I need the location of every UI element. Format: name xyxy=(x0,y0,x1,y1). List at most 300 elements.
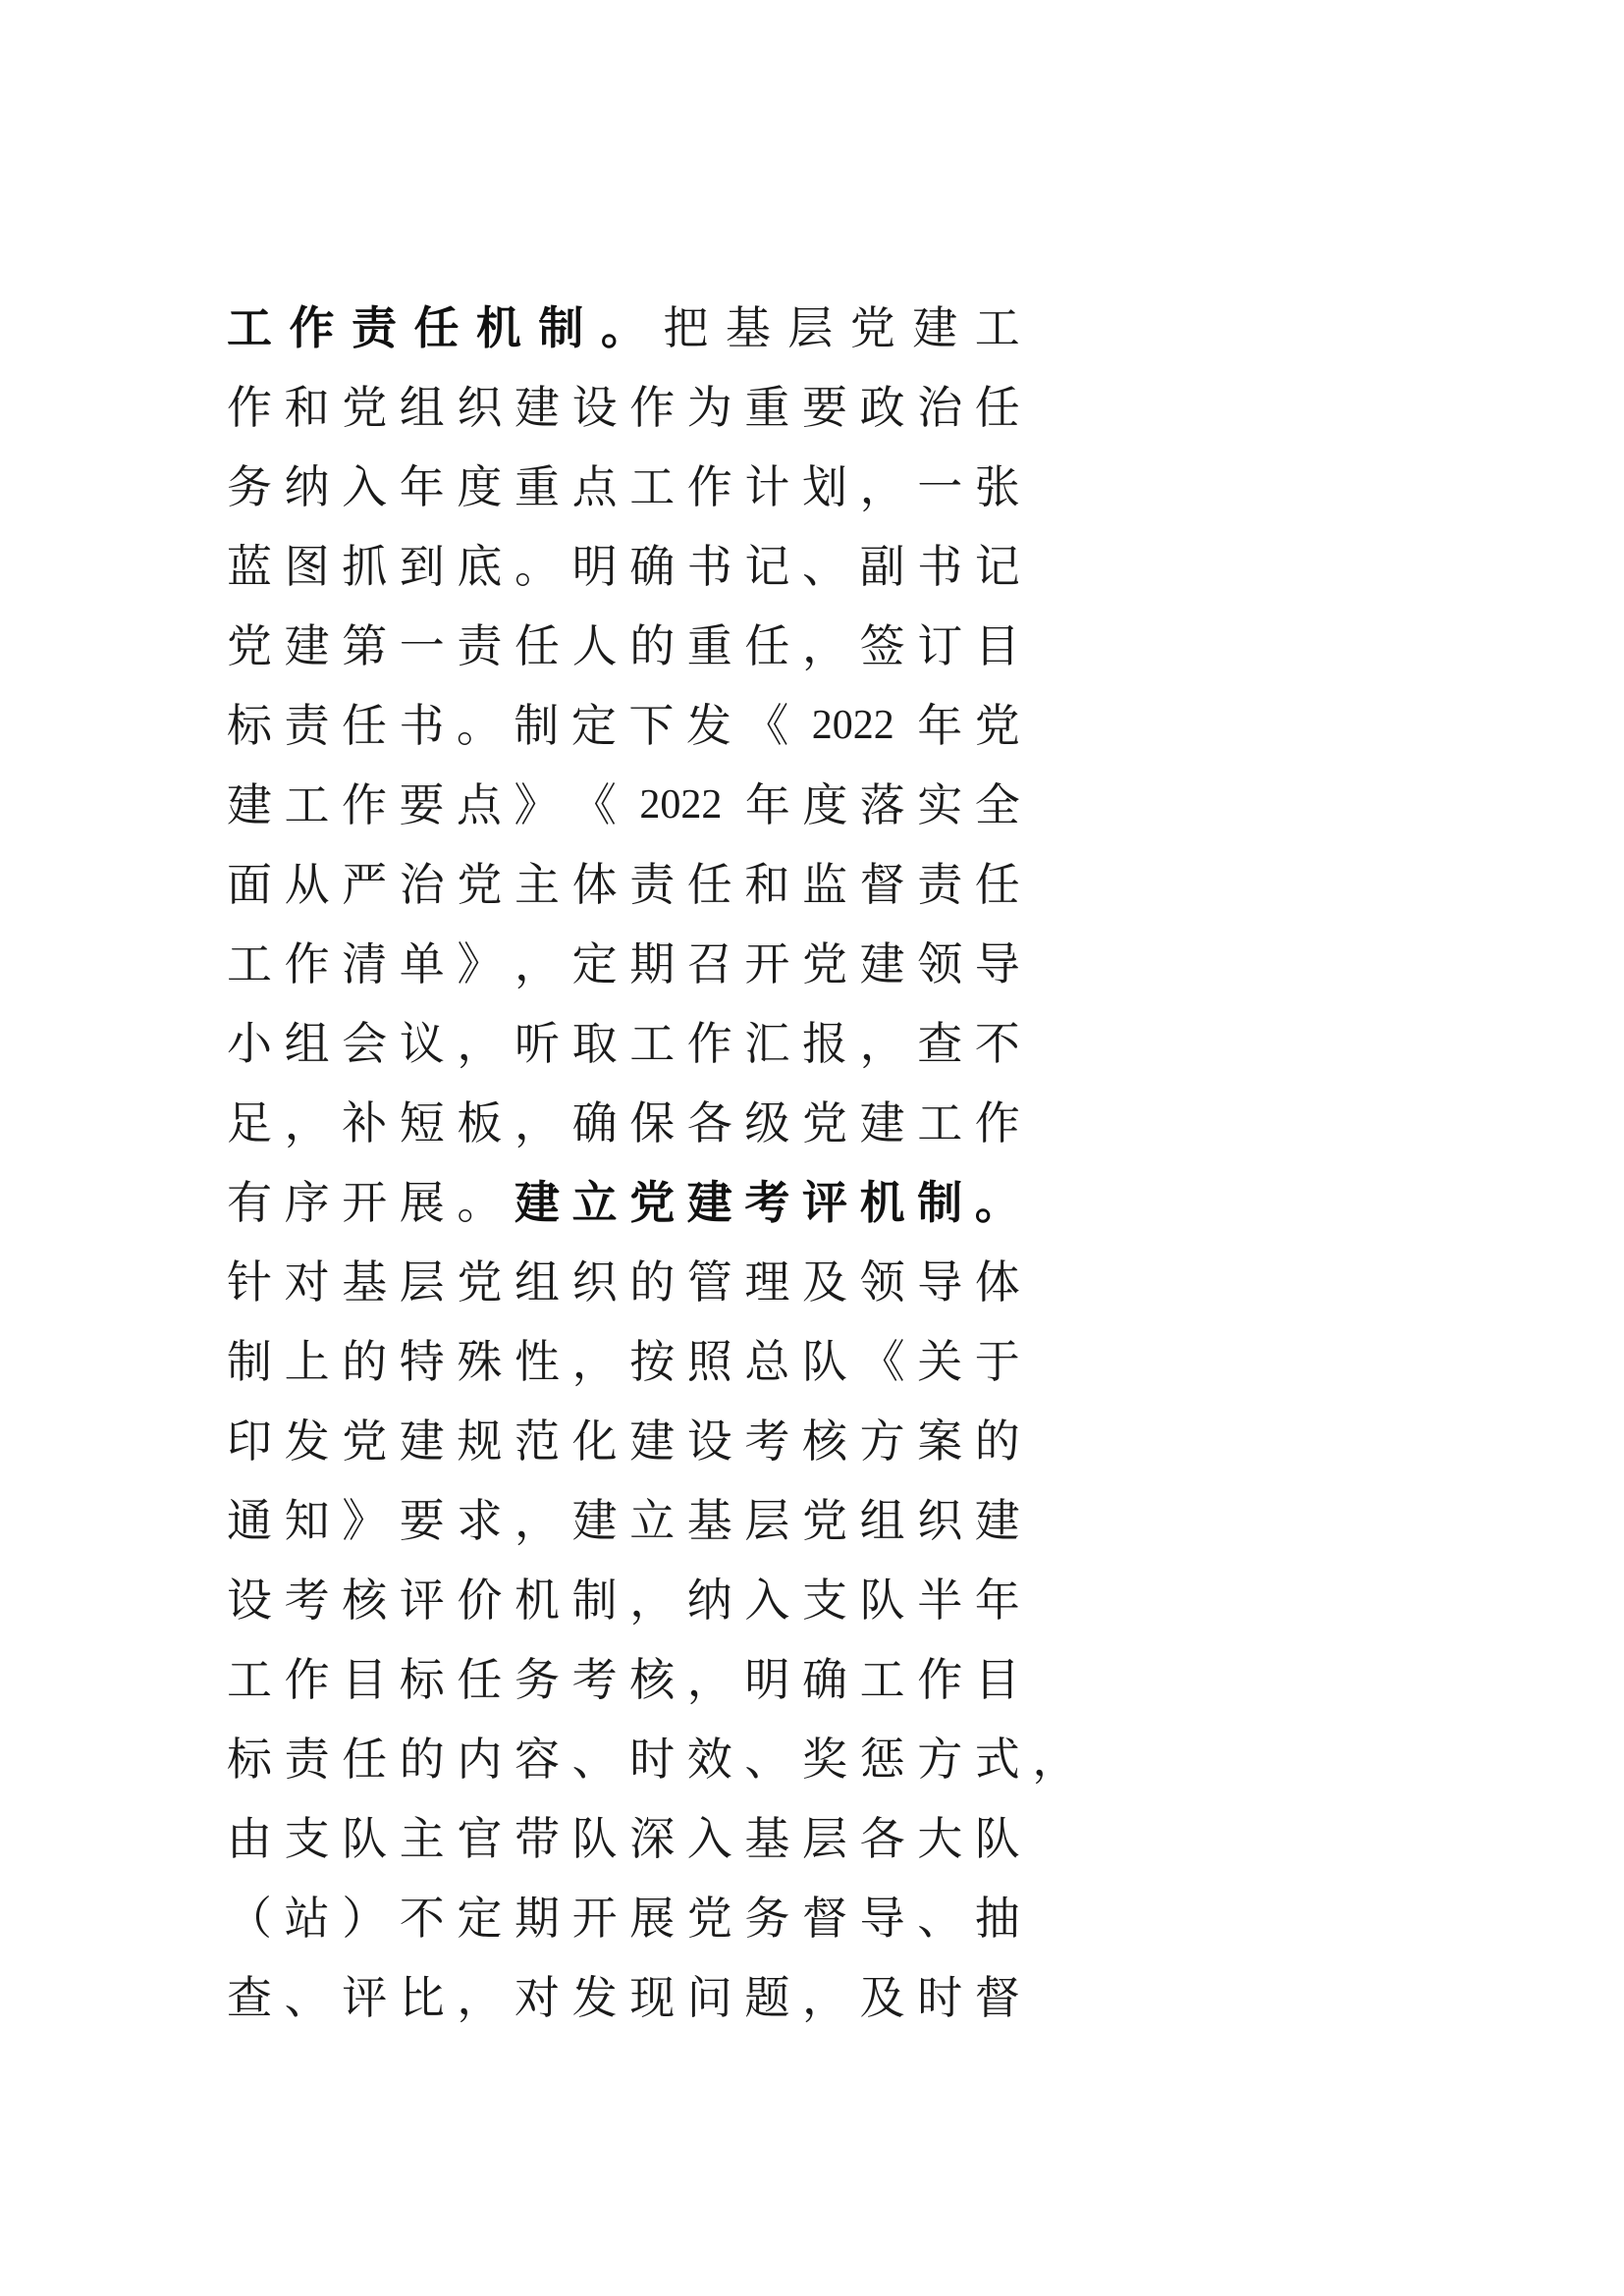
bold-text-char: 建 xyxy=(514,1176,560,1229)
text-char: 保 xyxy=(629,1096,676,1149)
text-char: 任 xyxy=(342,699,387,752)
text-char: 《 xyxy=(570,778,617,831)
bold-text-char: 立 xyxy=(571,1176,618,1229)
text-char: 《 xyxy=(859,1335,905,1388)
text-char: 从 xyxy=(284,858,330,911)
text-line xyxy=(220,1491,1496,1571)
text-char: 支 xyxy=(802,1574,847,1627)
text-char: 工 xyxy=(629,460,676,513)
text-char: 工 xyxy=(227,937,272,990)
text-char: ） xyxy=(342,1892,388,1945)
text-char: 知 xyxy=(284,1494,330,1547)
text-char: 定 xyxy=(571,937,618,990)
text-char: ， xyxy=(859,1017,905,1070)
text-char: 队 xyxy=(342,1812,388,1865)
text-char: 2022 xyxy=(639,782,723,828)
text-char: ， xyxy=(514,937,560,990)
text-char: 点 xyxy=(571,460,618,513)
text-char: 效 xyxy=(686,1733,732,1786)
text-char: 期 xyxy=(514,1892,560,1945)
text-char: 人 xyxy=(571,619,618,672)
text-line xyxy=(220,696,1496,775)
text-char: 组 xyxy=(284,1017,330,1070)
text-char: 期 xyxy=(629,937,676,990)
bold-text-char: 机 xyxy=(475,301,521,354)
text-char: 要 xyxy=(399,1494,445,1547)
text-char: 年 xyxy=(399,460,445,513)
text-char: 组 xyxy=(514,1255,560,1308)
text-char: 党 xyxy=(227,619,272,672)
text-char: 上 xyxy=(284,1335,330,1388)
text-char: 落 xyxy=(859,778,905,831)
text-char: 建 xyxy=(514,381,560,434)
text-char: 奖 xyxy=(802,1733,847,1786)
text-char: 记 xyxy=(744,540,790,593)
text-char: 作 xyxy=(342,778,387,831)
text-char: 党 xyxy=(802,1096,847,1149)
text-char: 殊 xyxy=(457,1335,503,1388)
text-char: 的 xyxy=(629,1255,676,1308)
text-char: 、 xyxy=(917,1892,963,1945)
text-char: 作 xyxy=(227,381,272,434)
bold-text-char: 评 xyxy=(802,1176,847,1229)
text-char: 度 xyxy=(802,778,848,831)
text-char: 为 xyxy=(686,381,732,434)
text-line xyxy=(220,1968,1496,2048)
text-char: 按 xyxy=(629,1335,676,1388)
text-line xyxy=(220,1332,1496,1412)
text-char: 领 xyxy=(917,937,963,990)
text-char: 层 xyxy=(802,1812,847,1865)
text-char: 党 xyxy=(342,381,388,434)
bold-text-char: 。 xyxy=(974,1176,1020,1229)
text-line xyxy=(220,298,1496,378)
bold-text-char: 工 xyxy=(227,301,272,354)
text-char: 任 xyxy=(686,858,732,911)
text-char: 责 xyxy=(917,858,963,911)
text-line xyxy=(220,1571,1496,1650)
text-char: 图 xyxy=(284,540,330,593)
text-char: 组 xyxy=(859,1494,905,1547)
text-char: 建 xyxy=(227,778,272,831)
text-line xyxy=(220,537,1496,616)
text-line xyxy=(220,1094,1496,1173)
text-char: 张 xyxy=(974,460,1020,513)
text-char: 》 xyxy=(457,937,503,990)
bold-text-char: 作 xyxy=(289,301,335,354)
text-char: 实 xyxy=(917,778,963,831)
text-char: ， xyxy=(284,1096,330,1149)
text-char: 党 xyxy=(802,1494,847,1547)
text-char: 会 xyxy=(342,1017,388,1070)
text-char: 的 xyxy=(399,1733,445,1786)
text-char: 工 xyxy=(227,1653,272,1706)
text-char: 。 xyxy=(457,1176,503,1229)
text-char: 织 xyxy=(917,1494,963,1547)
text-char: 于 xyxy=(974,1335,1020,1388)
text-char: 对 xyxy=(514,1971,560,2024)
text-char: 抓 xyxy=(342,540,388,593)
bold-text-char: 任 xyxy=(413,301,460,354)
text-char: 求 xyxy=(457,1494,503,1547)
text-char: 官 xyxy=(457,1812,503,1865)
text-char: 方 xyxy=(859,1415,905,1468)
text-char: 制 xyxy=(514,699,560,752)
text-char: 建 xyxy=(629,1415,676,1468)
text-char: 责 xyxy=(629,858,676,911)
bold-text-char: 党 xyxy=(629,1176,676,1229)
text-char: 惩 xyxy=(859,1733,905,1786)
text-char: 评 xyxy=(342,1971,388,2024)
text-char: 督 xyxy=(802,1892,847,1945)
text-char: ， xyxy=(859,460,905,513)
text-char: 时 xyxy=(917,1971,963,2024)
bold-text-char: 责 xyxy=(352,301,397,354)
text-char: 、 xyxy=(571,1733,618,1786)
text-char: 体 xyxy=(974,1255,1020,1308)
text-char: 标 xyxy=(399,1653,445,1706)
text-char: 针 xyxy=(227,1255,272,1308)
text-char: ， xyxy=(802,1971,847,2024)
text-char: 建 xyxy=(571,1494,618,1547)
text-char: 到 xyxy=(399,540,445,593)
text-line xyxy=(220,1173,1496,1253)
text-char: 查 xyxy=(227,1971,272,2024)
text-char: 及 xyxy=(802,1255,847,1308)
text-char: 作 xyxy=(974,1096,1020,1149)
text-char: 计 xyxy=(744,460,790,513)
text-char: 签 xyxy=(859,619,905,672)
text-char: 对 xyxy=(284,1255,330,1308)
text-char: 明 xyxy=(744,1653,790,1706)
text-char: 基 xyxy=(686,1494,732,1547)
text-char: 总 xyxy=(744,1335,790,1388)
text-char: 明 xyxy=(571,540,618,593)
text-char: 容 xyxy=(514,1733,560,1786)
text-char: 基 xyxy=(342,1255,388,1308)
text-char: 抽 xyxy=(974,1892,1020,1945)
text-char: 展 xyxy=(399,1176,445,1229)
text-char: 开 xyxy=(744,937,790,990)
text-char: 任 xyxy=(342,1733,388,1786)
text-char: 建 xyxy=(284,619,330,672)
text-char: 度 xyxy=(457,460,503,513)
text-char: 作 xyxy=(917,1653,963,1706)
text-char: 及 xyxy=(859,1971,905,2024)
text-char: 重 xyxy=(514,460,560,513)
text-char: 党 xyxy=(849,301,895,354)
text-char: 带 xyxy=(514,1812,560,1865)
bold-text-char: 制 xyxy=(917,1176,963,1229)
text-char: 、 xyxy=(744,1733,790,1786)
text-char: 责 xyxy=(457,619,503,672)
text-char: 的 xyxy=(629,619,676,672)
text-char: ， xyxy=(457,1017,503,1070)
text-char: 大 xyxy=(917,1812,963,1865)
text-char: 目 xyxy=(974,1653,1020,1706)
text-char: 理 xyxy=(744,1255,790,1308)
text-char: 各 xyxy=(859,1812,905,1865)
text-char: 开 xyxy=(342,1176,388,1229)
text-char: 内 xyxy=(457,1733,503,1786)
text-char: 层 xyxy=(744,1494,790,1547)
text-char: ， xyxy=(802,619,847,672)
text-char: 小 xyxy=(227,1017,272,1070)
text-char: 任 xyxy=(514,619,560,672)
text-char: 纳 xyxy=(284,460,330,513)
text-line xyxy=(220,1253,1496,1332)
text-char: 取 xyxy=(571,1017,618,1070)
text-char: 特 xyxy=(399,1335,445,1388)
text-char: 书 xyxy=(399,699,445,752)
text-char: 核 xyxy=(802,1415,847,1468)
text-char: 工 xyxy=(917,1096,963,1149)
text-char: 层 xyxy=(787,301,834,354)
text-char: 工 xyxy=(284,778,330,831)
text-char: 务 xyxy=(744,1892,790,1945)
text-char: 导 xyxy=(917,1255,963,1308)
text-line xyxy=(220,378,1496,457)
text-char: 支 xyxy=(284,1812,330,1865)
text-char: 关 xyxy=(917,1335,963,1388)
text-char: 责 xyxy=(284,699,330,752)
text-char: 汇 xyxy=(744,1017,790,1070)
text-char: 立 xyxy=(629,1494,676,1547)
text-char: 纳 xyxy=(686,1574,732,1627)
text-char: 现 xyxy=(629,1971,676,2024)
bold-text-char: 考 xyxy=(744,1176,790,1229)
text-char: 各 xyxy=(686,1096,732,1149)
text-char: 考 xyxy=(284,1574,330,1627)
text-char: 通 xyxy=(227,1494,272,1547)
text-char: 清 xyxy=(342,937,388,990)
text-char: ， xyxy=(571,1335,618,1388)
text-char: 主 xyxy=(514,858,560,911)
text-char: 化 xyxy=(571,1415,618,1468)
text-char: 、 xyxy=(802,540,847,593)
text-char: 展 xyxy=(629,1892,676,1945)
text-char: 》 xyxy=(342,1494,388,1547)
text-line xyxy=(220,1650,1496,1730)
text-char: （ xyxy=(227,1892,272,1945)
text-char: 任 xyxy=(457,1653,503,1706)
text-char: 》 xyxy=(514,778,560,831)
text-char: 治 xyxy=(399,858,445,911)
text-char: ， xyxy=(514,1096,560,1149)
text-char: 工 xyxy=(974,301,1020,354)
text-char: 织 xyxy=(457,381,503,434)
text-char: 督 xyxy=(859,858,905,911)
text-char: 方 xyxy=(917,1733,963,1786)
text-char: 报 xyxy=(802,1017,847,1070)
bold-text-char: 制 xyxy=(538,301,584,354)
text-char: 短 xyxy=(399,1096,445,1149)
text-char: 发 xyxy=(284,1415,330,1468)
text-char: 严 xyxy=(342,858,388,911)
text-char: 标 xyxy=(227,1733,272,1786)
text-char: 党 xyxy=(457,1255,503,1308)
text-line xyxy=(220,457,1496,537)
text-char: 建 xyxy=(974,1494,1020,1547)
text-char: 作 xyxy=(284,1653,330,1706)
text-char: 层 xyxy=(399,1255,445,1308)
text-char: 时 xyxy=(629,1733,676,1786)
text-char: 一 xyxy=(917,460,963,513)
text-char: 书 xyxy=(917,540,963,593)
text-char: 作 xyxy=(686,460,732,513)
text-char: 不 xyxy=(399,1892,445,1945)
text-char: 深 xyxy=(629,1812,676,1865)
text-char: 织 xyxy=(571,1255,618,1308)
text-char: 任 xyxy=(974,381,1020,434)
text-line xyxy=(220,616,1496,696)
text-char: 务 xyxy=(514,1653,560,1706)
text-line xyxy=(220,1730,1496,1809)
text-char: 照 xyxy=(686,1335,732,1388)
text-char: 考 xyxy=(744,1415,790,1468)
text-char: 补 xyxy=(342,1096,388,1149)
text-char: 基 xyxy=(744,1812,790,1865)
text-char: 召 xyxy=(686,937,732,990)
bold-text-char: 机 xyxy=(859,1176,905,1229)
text-char: 监 xyxy=(802,858,847,911)
text-char: 范 xyxy=(514,1415,560,1468)
text-char: 下 xyxy=(628,699,675,752)
text-char: 点 xyxy=(456,778,502,831)
text-line xyxy=(220,1809,1496,1889)
text-char: 党 xyxy=(342,1415,388,1468)
text-char: 确 xyxy=(629,540,676,593)
text-char: ， xyxy=(1032,1733,1078,1786)
text-char: 和 xyxy=(744,858,790,911)
text-char: 考 xyxy=(571,1653,618,1706)
text-char: 定 xyxy=(457,1892,503,1945)
text-line xyxy=(220,775,1496,855)
text-char: 年 xyxy=(744,778,790,831)
text-char: 作 xyxy=(629,381,676,434)
text-char: 务 xyxy=(227,460,272,513)
text-line xyxy=(220,1889,1496,1968)
text-char: 的 xyxy=(974,1415,1020,1468)
body-text xyxy=(220,298,1496,2048)
text-char: 性 xyxy=(514,1335,560,1388)
text-char: 。 xyxy=(514,540,560,593)
bold-text-char: 建 xyxy=(686,1176,732,1229)
text-char: 足 xyxy=(227,1096,272,1149)
text-char: 治 xyxy=(917,381,963,434)
text-char: 作 xyxy=(284,937,330,990)
text-char: 确 xyxy=(802,1653,847,1706)
text-char: 党 xyxy=(457,858,503,911)
text-char: 副 xyxy=(859,540,905,593)
text-char: 入 xyxy=(744,1574,790,1627)
text-char: 设 xyxy=(686,1415,732,1468)
text-char: 目 xyxy=(342,1653,388,1706)
text-char: 体 xyxy=(571,858,618,911)
text-char: 把 xyxy=(663,301,709,354)
text-char: 《 xyxy=(743,699,789,752)
text-char: 不 xyxy=(974,1017,1020,1070)
text-char: 任 xyxy=(744,619,790,672)
text-line xyxy=(220,1412,1496,1491)
text-char: 建 xyxy=(399,1415,445,1468)
text-char: 核 xyxy=(342,1574,388,1627)
text-char: 式 xyxy=(974,1733,1020,1786)
text-char: 核 xyxy=(629,1653,676,1706)
text-char: 党 xyxy=(802,937,847,990)
text-char: 底 xyxy=(457,540,503,593)
text-char: 队 xyxy=(802,1335,847,1388)
text-char: 年 xyxy=(974,1574,1020,1627)
text-char: 机 xyxy=(514,1574,560,1627)
text-char: 主 xyxy=(399,1812,445,1865)
text-char: 重 xyxy=(744,381,790,434)
text-char: 设 xyxy=(571,381,618,434)
text-char: 比 xyxy=(399,1971,445,2024)
text-line xyxy=(220,855,1496,934)
text-char: 标 xyxy=(227,699,272,752)
text-char: 案 xyxy=(917,1415,963,1468)
text-char: 入 xyxy=(342,460,388,513)
text-char: 查 xyxy=(917,1017,963,1070)
text-char: 入 xyxy=(686,1812,732,1865)
text-char: 的 xyxy=(342,1335,388,1388)
text-char: 划 xyxy=(802,460,847,513)
text-char: 序 xyxy=(284,1176,330,1229)
text-char: 第 xyxy=(342,619,388,672)
text-char: ， xyxy=(514,1494,560,1547)
text-char: 要 xyxy=(399,778,445,831)
text-char: 确 xyxy=(571,1096,618,1149)
text-char: 价 xyxy=(457,1574,503,1627)
text-char: 发 xyxy=(685,699,731,752)
text-char: 导 xyxy=(974,937,1020,990)
text-char: 政 xyxy=(859,381,905,434)
text-char: 年 xyxy=(917,699,963,752)
text-line xyxy=(220,1014,1496,1094)
text-char: 重 xyxy=(686,619,732,672)
text-char: 半 xyxy=(917,1574,963,1627)
text-char: 建 xyxy=(859,937,905,990)
text-char: 站 xyxy=(284,1892,330,1945)
text-char: 设 xyxy=(227,1574,272,1627)
text-char: 级 xyxy=(744,1096,790,1149)
text-char: 印 xyxy=(227,1415,272,1468)
text-char: 和 xyxy=(284,381,330,434)
text-char: 订 xyxy=(917,619,963,672)
text-char: 党 xyxy=(974,699,1020,752)
text-char: 基 xyxy=(725,301,771,354)
text-char: 记 xyxy=(974,540,1020,593)
text-char: 导 xyxy=(859,1892,905,1945)
text-char: 题 xyxy=(744,1971,790,2024)
text-char: 由 xyxy=(227,1812,272,1865)
text-char: 队 xyxy=(859,1574,905,1627)
text-char: 有 xyxy=(227,1176,272,1229)
text-char: 面 xyxy=(227,858,272,911)
text-char: 2022 xyxy=(811,703,894,748)
text-char: 责 xyxy=(284,1733,330,1786)
text-char: 制 xyxy=(227,1335,272,1388)
text-char: ， xyxy=(457,1971,503,2024)
bold-text-char: 。 xyxy=(600,301,646,354)
text-char: 单 xyxy=(399,937,445,990)
text-char: 建 xyxy=(912,301,958,354)
text-char: 制 xyxy=(571,1574,618,1627)
text-char: 要 xyxy=(802,381,847,434)
text-char: 组 xyxy=(399,381,445,434)
text-char: 听 xyxy=(514,1017,560,1070)
